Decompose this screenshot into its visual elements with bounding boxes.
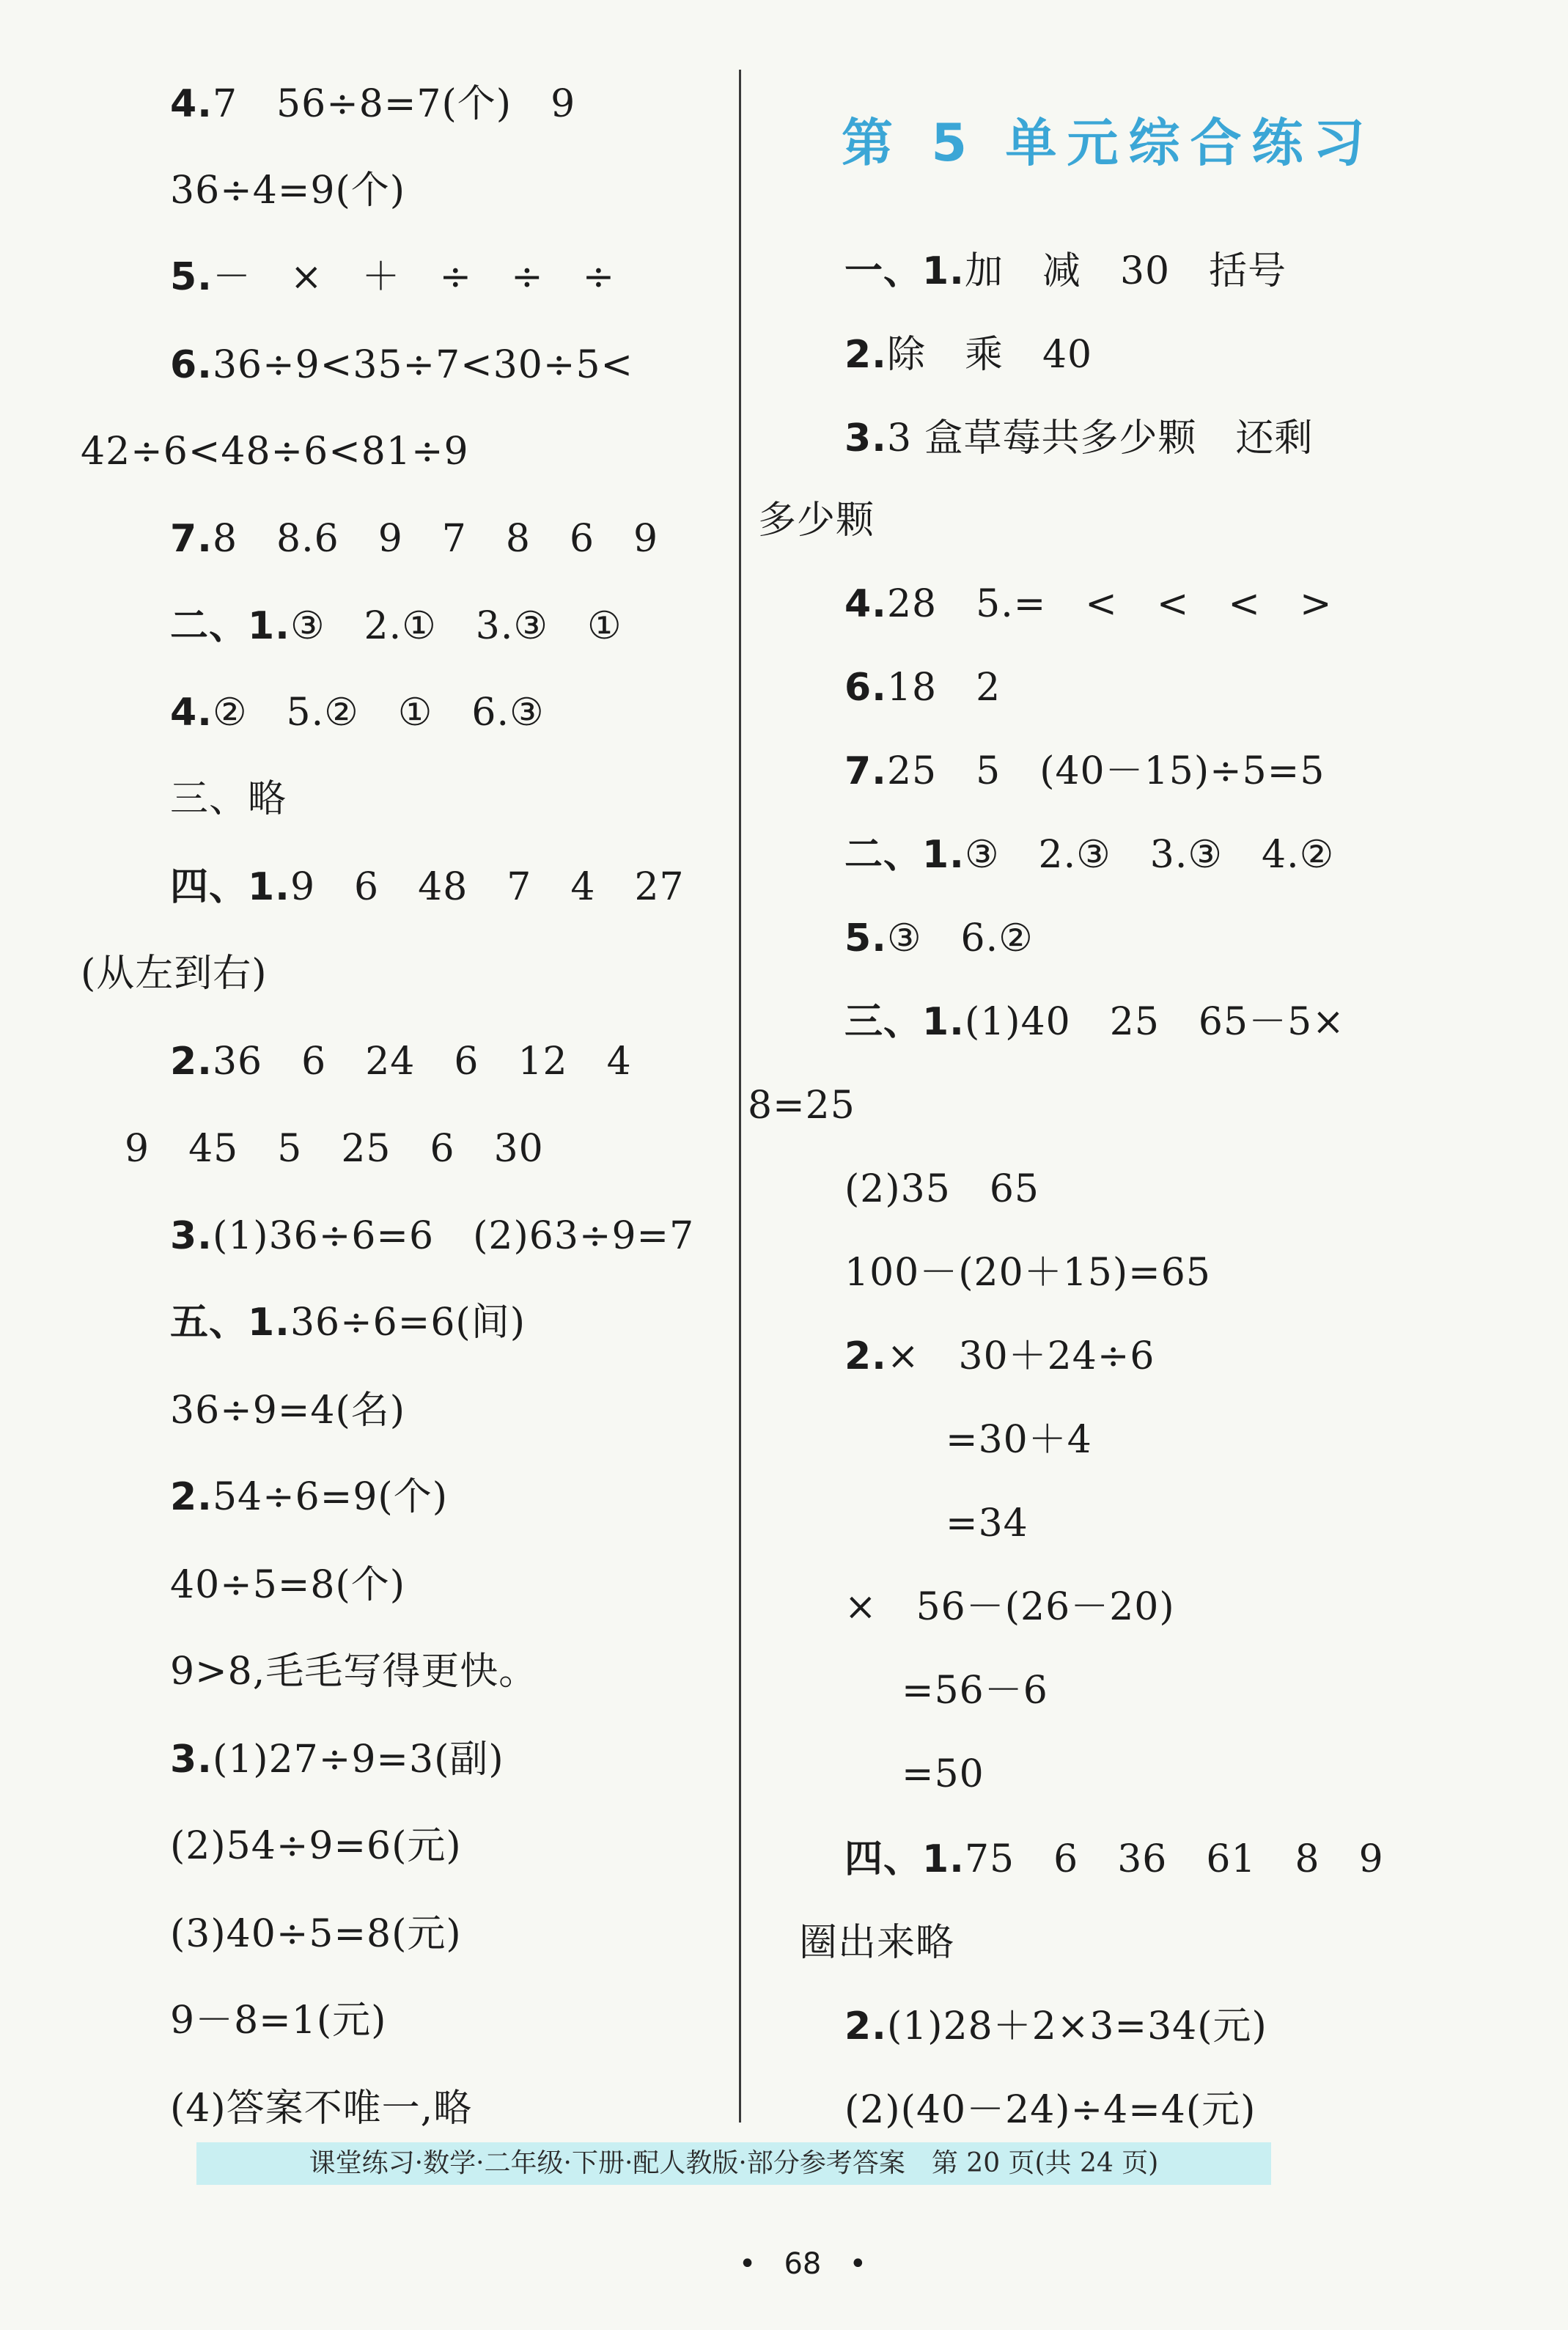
- answer-text: (2)(40－24)÷4=4(元): [844, 2088, 1256, 2132]
- question-number: 3.: [170, 1738, 213, 1782]
- question-number: 2.: [844, 333, 887, 377]
- right-answer-line: [844, 1584, 1175, 1631]
- left-answer-line: [170, 1387, 405, 1434]
- question-number: 二、1.: [844, 833, 965, 877]
- answer-text: － × ＋ ÷ ÷ ÷: [212, 255, 616, 299]
- question-number: 3.: [170, 1214, 213, 1258]
- question-number: 四、1.: [844, 1837, 965, 1881]
- left-answer-line: [170, 2085, 472, 2132]
- answer-text: 8=25: [748, 1084, 855, 1128]
- answer-text: 8 8.6 9 7 8 6 9: [212, 517, 659, 561]
- answer-text: 36 6 24 6 12 4: [212, 1040, 632, 1084]
- answer-text: 3 盒草莓共多少颗 还剩: [886, 416, 1314, 460]
- answer-text: 除 乘 40: [886, 333, 1093, 377]
- answer-text: ③ 6.②: [886, 916, 1034, 960]
- right-answer-line: [844, 1333, 1155, 1380]
- answer-text: 42÷6<48÷6<81÷9: [81, 430, 469, 474]
- right-answer-line: [844, 1836, 1384, 1883]
- left-answer-line: [170, 1562, 405, 1609]
- question-number: 5.: [170, 255, 213, 299]
- question-number: 7.: [844, 749, 887, 793]
- right-answer-line: [844, 331, 1092, 378]
- answer-text: (2)35 65: [844, 1167, 1039, 1211]
- answer-text: × 56－(26－20): [844, 1585, 1175, 1629]
- answer-text: (1)27÷9=3(副): [212, 1738, 504, 1782]
- question-number: 二、1.: [170, 604, 290, 648]
- left-answer-line: [125, 1125, 544, 1172]
- answer-text: × 30＋24÷6: [886, 1334, 1155, 1378]
- answer-text: (1)36÷6=6 (2)63÷9=7: [212, 1214, 695, 1258]
- answer-text: 三、略: [170, 777, 287, 821]
- left-answer-line: [170, 1213, 694, 1260]
- right-answer-line: [902, 1667, 1048, 1714]
- left-answer-line: [170, 1648, 537, 1695]
- question-number: 三、1.: [844, 1000, 965, 1044]
- answer-text: 9－8=1(元): [170, 1999, 387, 2043]
- right-answer-line: [844, 248, 1287, 295]
- footer-caption: 课堂练习·数学·二年级·下册·配人教版·部分参考答案 第 20 页(共 24 页): [309, 2148, 1159, 2178]
- page-number-dot-left: •: [738, 2247, 784, 2281]
- question-number: 2.: [170, 1040, 213, 1084]
- answer-text: 18 2: [886, 666, 1001, 710]
- left-answer-line: [170, 1299, 526, 1346]
- section-title: 第 5 单元综合练习: [842, 113, 1375, 173]
- left-answer-line: [170, 603, 622, 650]
- right-answer-line: [946, 1500, 1028, 1547]
- question-number: 6.: [170, 343, 213, 387]
- answer-text: 36÷9<35÷7<30÷5<: [212, 343, 634, 387]
- answer-text: 25 5 (40－15)÷5=5: [886, 749, 1325, 793]
- left-answer-line: [81, 950, 268, 997]
- answer-text: 100－(20＋15)=65: [844, 1251, 1211, 1295]
- right-answer-line: [844, 581, 1333, 628]
- question-number: 5.: [844, 916, 887, 960]
- left-answer-line: [170, 1823, 462, 1870]
- left-answer-line: [170, 689, 545, 736]
- answer-text: (4)答案不唯一,略: [170, 2087, 473, 2131]
- question-number: 四、1.: [170, 865, 290, 909]
- answer-text: (3)40÷5=8(元): [170, 1912, 462, 1956]
- right-answer-line: [748, 1082, 855, 1129]
- right-answer-line: [758, 497, 875, 544]
- answer-text: 9 45 5 25 6 30: [125, 1127, 544, 1171]
- question-number: 4.: [844, 582, 887, 626]
- left-answer-line: [81, 428, 469, 475]
- left-answer-line: [170, 776, 287, 823]
- answer-text: ③ 2.① 3.③ ①: [290, 604, 622, 648]
- right-answer-line: [844, 664, 1001, 711]
- left-answer-line: [170, 167, 405, 214]
- answer-text: (从左到右): [81, 952, 268, 996]
- answer-text: 36÷9=4(名): [170, 1389, 406, 1433]
- right-answer-line: [844, 831, 1334, 878]
- answer-text: =34: [946, 1502, 1028, 1546]
- left-answer-line: [170, 1911, 462, 1958]
- left-answer-line: [170, 1038, 632, 1085]
- right-answer-line: [844, 748, 1325, 795]
- question-number: 4.: [170, 691, 213, 735]
- left-answer-line: [170, 1997, 386, 2044]
- answer-text: ② 5.② ① 6.③: [212, 691, 545, 735]
- question-number: 五、1.: [170, 1301, 290, 1345]
- answer-text: (2)54÷9=6(元): [170, 1824, 462, 1868]
- question-number: 2.: [844, 1334, 887, 1378]
- right-answer-line: [844, 1166, 1039, 1213]
- question-number: 2.: [844, 2004, 887, 2048]
- question-number: 一、1.: [844, 249, 965, 293]
- right-answer-line: [844, 2003, 1267, 2050]
- page-number-dot-right: •: [821, 2247, 867, 2281]
- question-number: 3.: [844, 416, 887, 460]
- answer-text: 7 56÷8=7(个) 9: [212, 82, 576, 126]
- right-answer-line: [799, 1919, 954, 1966]
- answer-text: (1)40 25 65－5×: [964, 1000, 1345, 1044]
- left-answer-line: [170, 1736, 504, 1783]
- answer-text: 75 6 36 61 8 9: [964, 1837, 1384, 1881]
- question-number: 4.: [170, 82, 213, 126]
- question-number: 6.: [844, 666, 887, 710]
- right-answer-line: [844, 999, 1345, 1045]
- answer-text: 加 减 30 括号: [964, 249, 1287, 293]
- answer-text: =50: [902, 1752, 984, 1796]
- right-answer-line: [844, 2087, 1256, 2134]
- answer-text: 9 6 48 7 4 27: [290, 865, 685, 909]
- answer-text: 28 5.= < < < >: [886, 582, 1333, 626]
- right-answer-line: [946, 1416, 1092, 1463]
- answer-text: 54÷6=9(个): [212, 1475, 448, 1519]
- column-divider: [739, 70, 741, 2123]
- right-answer-line: [902, 1751, 984, 1798]
- right-answer-line: [844, 915, 1034, 962]
- question-number: 7.: [170, 517, 213, 561]
- question-number: 2.: [170, 1475, 213, 1519]
- answer-text: 9>8,毛毛写得更快。: [170, 1650, 538, 1694]
- answer-text: =56－6: [902, 1669, 1048, 1713]
- page-number: [0, 2198, 1568, 2330]
- left-answer-line: [170, 342, 633, 389]
- left-answer-line: [170, 254, 615, 301]
- right-answer-line: [844, 1249, 1211, 1296]
- answer-text: 多少颗: [758, 499, 875, 543]
- left-answer-line: [170, 864, 685, 911]
- answer-text: 圈出来略: [799, 1921, 955, 1965]
- answer-text: =30＋4: [946, 1418, 1092, 1462]
- left-answer-line: [170, 1474, 448, 1521]
- answer-text: ③ 2.③ 3.③ 4.②: [964, 833, 1335, 877]
- answer-text: 36÷6=6(间): [290, 1301, 526, 1345]
- answer-text: 36÷4=9(个): [170, 169, 406, 213]
- answer-text: 40÷5=8(个): [170, 1563, 406, 1607]
- left-answer-line: [170, 81, 575, 128]
- page-number-value: 68: [784, 2247, 822, 2281]
- right-answer-line: [844, 415, 1314, 462]
- left-answer-line: [170, 515, 658, 562]
- answer-text: (1)28＋2×3=34(元): [886, 2004, 1267, 2048]
